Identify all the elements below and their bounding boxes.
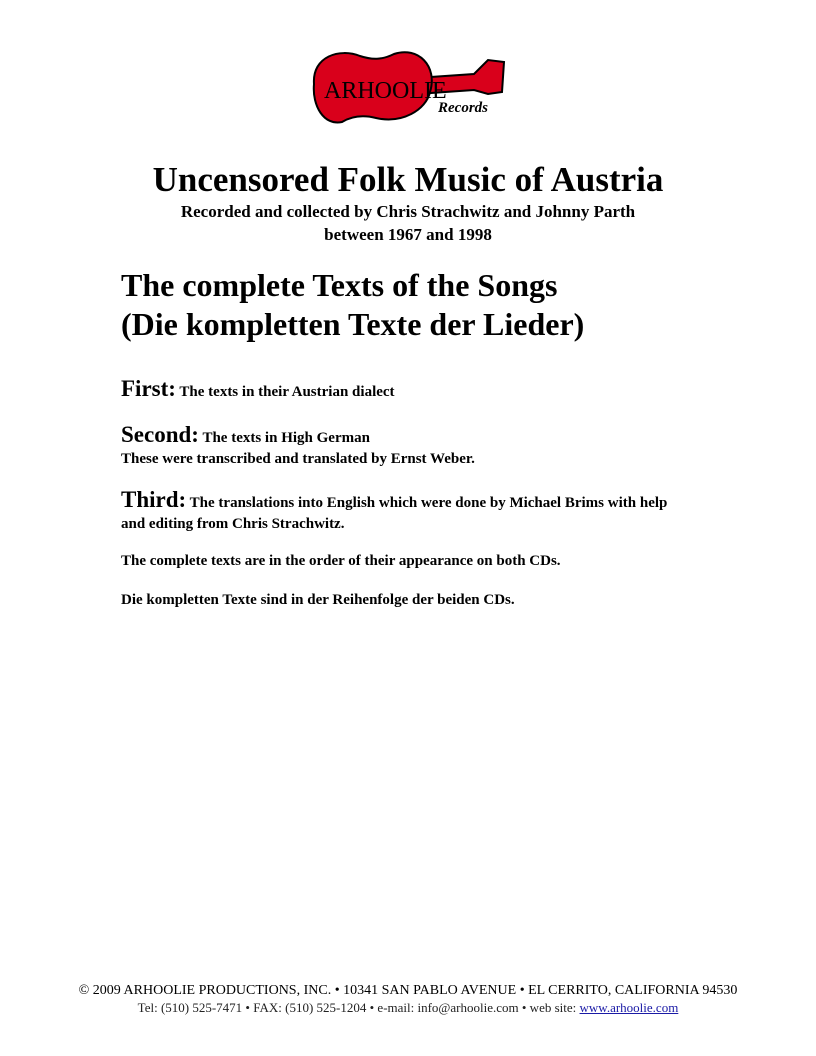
svg-text:ARHOOLIE: ARHOOLIE [324,78,447,104]
website-link[interactable]: www.arhoolie.com [579,1000,679,1015]
subtitle-line-2: between 1967 and 1998 [324,225,492,244]
guitar-logo-icon [306,44,510,132]
arhoolie-records-logo [306,44,510,132]
note-order-english: The complete texts are in the order of their appearance on both CDs. [121,553,561,569]
footer-contact-text: Tel: (510) 525-7471 • FAX: (510) 525-1204 • e-mail: info@arhoolie.com • web site: [137,1000,580,1015]
document-subtitle [0,200,816,246]
item-lead: Third: [121,487,187,512]
document-title: Uncensored Folk Music of Austria [152,160,664,199]
item-third [121,489,681,535]
heading-line-1: The complete Texts of the Songs [121,267,558,303]
section-heading [121,266,584,344]
item-first [121,378,701,403]
item-text: The texts in High German [202,430,370,446]
item-second [121,424,701,470]
item-text: The texts in their Austrian dialect [179,384,395,400]
heading-line-2: (Die kompletten Texte der Lieder) [121,306,585,342]
item-lead: Second: [121,422,199,447]
item-text: The translations into English which were done by Michael Brims with help and editing from Chris Strachwitz. [121,495,668,532]
footer-contact [0,999,816,1017]
item-extra: These were transcribed and translated by Ernst Weber. [121,451,475,467]
subtitle-line-1: Recorded and collected by Chris Strachwitz and Johnny Parth [180,202,636,221]
footer-address: © 2009 ARHOOLIE PRODUCTIONS, INC. • 10341 SAN PABLO AVENUE • EL CERRITO, CALIFORNIA 94530 [78,983,738,998]
item-lead: First: [121,376,176,401]
svg-text:Records: Records [438,100,488,116]
note-order-german: Die kompletten Texte sind in der Reihenfolge der beiden CDs. [121,592,515,608]
